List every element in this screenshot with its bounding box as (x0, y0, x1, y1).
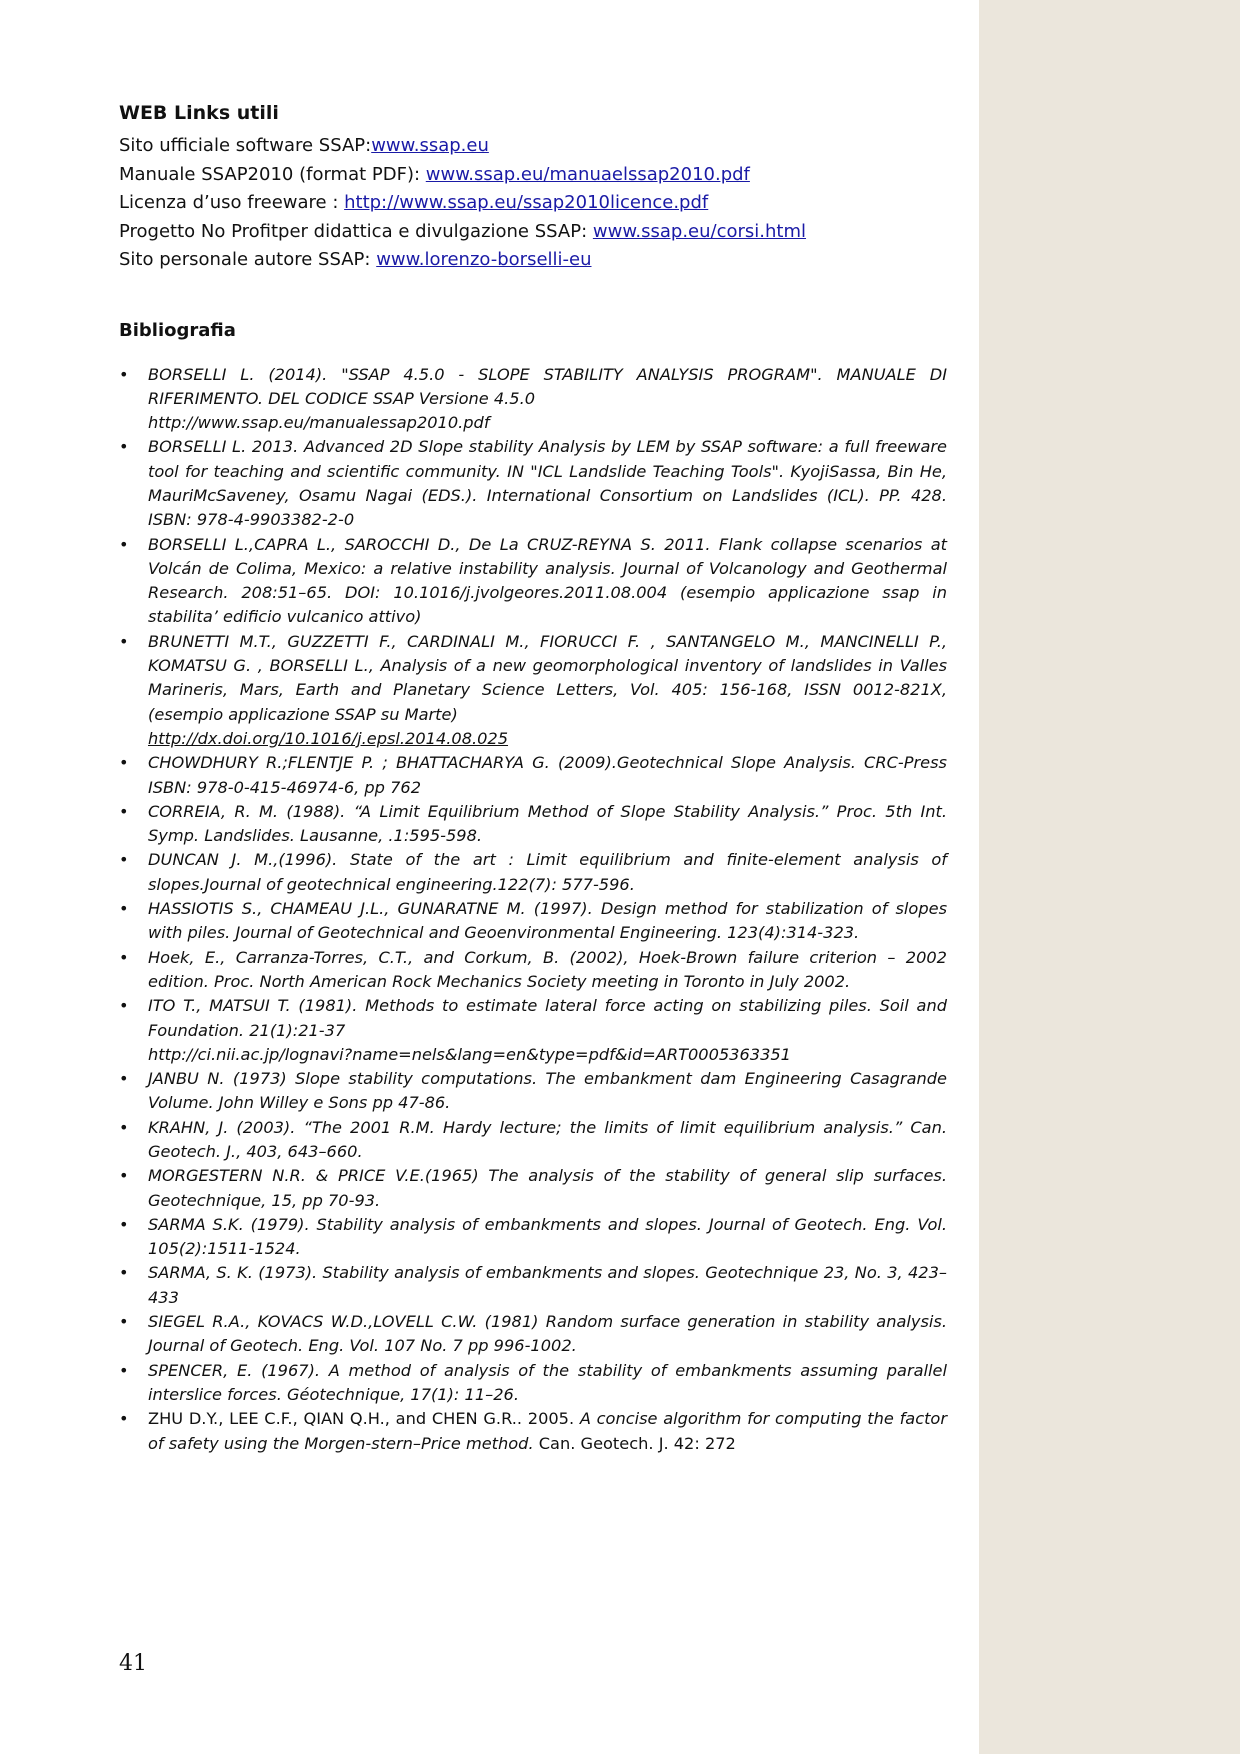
page-side-band (979, 0, 1240, 1754)
link-licence-pdf[interactable]: http://www.ssap.eu/ssap2010licence.pdf (344, 192, 709, 213)
bibliography-item (119, 994, 947, 1067)
bibliography-item (119, 533, 947, 630)
bibliography-list (119, 363, 947, 1456)
page-content (119, 100, 947, 1456)
reference-text: HASSIOTIS S., CHAMEAU J.L., GUNARATNE M. (1997). Design method for stabilization of slopes with piles. Journal of Geotechnical and Geoenvironmental Engineering. 123(4):314-323. (148, 899, 947, 943)
reference-text: BRUNETTI M.T., GUZZETTI F., CARDINALI M., FIORUCCI F. , SANTANGELO M., MANCINELLI P., KOMATSU G. , BORSELLI L., Analysis of a new geomorphological inventory of landslides in Valles Marineris, Mars, Earth and Planetary Science Letters, Vol. 405: 156-168, ISSN 0012-821X, (esempio applicazione SSAP su Marte) (148, 631, 947, 724)
reference-text: SARMA S.K. (1979). Stability analysis of embankments and slopes. Journal of Geotech. Eng. Vol. 105(2):1511-1524. (148, 1214, 947, 1259)
link-label: Manuale SSAP2010 (format PDF): (119, 163, 426, 185)
bibliography-item (119, 1116, 947, 1165)
bibliography-item (119, 1213, 947, 1262)
link-line-author (119, 246, 947, 275)
link-line-licence (119, 189, 947, 218)
link-label: Sito personale autore SSAP: (119, 249, 377, 270)
bibliography-item (119, 1310, 947, 1359)
bibliography-item (119, 897, 947, 946)
reference-text: ITO T., MATSUI T. (1981). Methods to estimate lateral force acting on stabilizing piles. Soil and Foundation. 21(1):21-37 (148, 996, 947, 1040)
link-ssap-site[interactable]: www.ssap.eu (371, 135, 489, 156)
web-links-heading: WEB Links utili (119, 102, 279, 124)
bibliography-item (119, 1067, 947, 1116)
bibliography-item (119, 1261, 947, 1310)
reference-text: KRAHN, J. (2003). “The 2001 R.M. Hardy lecture; the limits of limit equilibrium analysis.” Can. Geotech. J., 403, 643–660. (148, 1117, 947, 1161)
reference-text: CHOWDHURY R.;FLENTJE P. ; BHATTACHARYA G. (2009).Geotechnical Slope Analysis. CRC-Press ISBN: 978-0-415-46974-6, pp 762 (148, 753, 947, 797)
reference-doi-link[interactable]: http://dx.doi.org/10.1016/j.epsl.2014.08.025 (148, 728, 509, 748)
link-line-ssap (119, 132, 947, 161)
reference-text: DUNCAN J. M.,(1996). State of the art : Limit equilibrium and finite-element analysis of slopes.Journal of geotechnical engineering.122(7): 577-596. (148, 850, 947, 894)
bibliography-item (119, 1407, 947, 1456)
reference-url: http://www.ssap.eu/manualessap2010.pdf (148, 413, 490, 433)
bibliography-item (119, 363, 947, 436)
page-number: 41 (119, 1651, 147, 1676)
link-author-site[interactable]: www.lorenzo-borselli-eu (376, 249, 592, 270)
link-manual-pdf[interactable]: www.ssap.eu/manuaelssap2010.pdf (425, 163, 750, 185)
reference-source: Can. Geotech. J. 42: 272 (533, 1433, 736, 1453)
reference-text: SPENCER, E. (1967). A method of analysis of the stability of embankments assuming parallel interslice forces. Géotechnique, 17(1): 11–26. (148, 1360, 947, 1404)
link-line-manual (119, 161, 947, 190)
bibliography-item (119, 630, 947, 751)
reference-text: SIEGEL R.A., KOVACS W.D.,LOVELL C.W. (1981) Random surface generation in stability analysis. Journal of Geotech. Eng. Vol. 107 No. 7 pp 996-1002. (148, 1312, 947, 1356)
reference-text: MORGESTERN N.R. & PRICE V.E.(1965) The analysis of the stability of general slip surfaces. Geotechnique, 15, pp 70-93. (148, 1166, 947, 1210)
reference-title: A concise algorithm for computing the factor of safety using the Morgen-stern–Price method. (148, 1409, 947, 1453)
bibliography-item (119, 435, 947, 532)
reference-text: JANBU N. (1973) Slope stability computations. The embankment dam Engineering Casagrande Volume. John Willey e Sons pp 47-86. (148, 1069, 947, 1113)
bibliography-item (119, 751, 947, 800)
reference-text: CORREIA, R. M. (1988). “A Limit Equilibrium Method of Slope Stability Analysis.” Proc. 5th Int. Symp. Landslides. Lausanne, .1:595-598. (148, 801, 947, 846)
bibliography-item (119, 946, 947, 995)
reference-text: BORSELLI L.,CAPRA L., SAROCCHI D., De La CRUZ-REYNA S. 2011. Flank collapse scenarios at Volcán de Colima, Mexico: a relative instability analysis. Journal of Volcanology and Geothermal Research. 208:51–65. DOI: 10.1016/j.jvolgeores.2011.08.004 (esempio applicazione ssap in stabilita’ edificio vulcanico attivo) (148, 534, 947, 627)
link-line-courses (119, 218, 947, 247)
reference-text: BORSELLI L. 2013. Advanced 2D Slope stability Analysis by LEM by SSAP software: a full freeware tool for teaching and scientific community. IN "ICL Landslide Teaching Tools". KyojiSassa, Bin He, MauriMcSaveney, Osamu Nagai (EDS.). International Consortium on Landslides (ICL). PP. 428. ISBN: 978-4-9903382-2-0 (148, 437, 947, 530)
bibliography-heading: Bibliografia (119, 319, 236, 341)
bibliography-item (119, 1164, 947, 1213)
link-label: Progetto No Profitper didattica e divulgazione SSAP: (119, 220, 593, 242)
link-label: Licenza d’uso freeware : (119, 192, 345, 213)
reference-text: BORSELLI L. (2014). "SSAP 4.5.0 - SLOPE STABILITY ANALYSIS PROGRAM". MANUALE DI RIFERIMENTO. DEL CODICE SSAP Versione 4.5.0 (148, 364, 947, 408)
reference-text: Hoek, E., Carranza-Torres, C.T., and Corkum, B. (2002), Hoek-Brown failure criterion – 2002 edition. Proc. North American Rock Mechanics Society meeting in Toronto in July 2002. (148, 947, 947, 991)
link-label: Sito ufficiale software SSAP: (119, 135, 372, 156)
bibliography-item (119, 848, 947, 897)
bibliography-item (119, 800, 947, 849)
link-courses[interactable]: www.ssap.eu/corsi.html (592, 220, 807, 242)
reference-url: http://ci.nii.ac.jp/lognavi?name=nels&lang=en&type=pdf&id=ART0005363351 (148, 1044, 791, 1064)
reference-text: SARMA, S. K. (1973). Stability analysis of embankments and slopes. Geotechnique 23, No. 3, 423–433 (148, 1263, 947, 1307)
reference-authors: ZHU D.Y., LEE C.F., QIAN Q.H., and CHEN G.R.. 2005. (148, 1409, 580, 1429)
bibliography-item (119, 1359, 947, 1408)
